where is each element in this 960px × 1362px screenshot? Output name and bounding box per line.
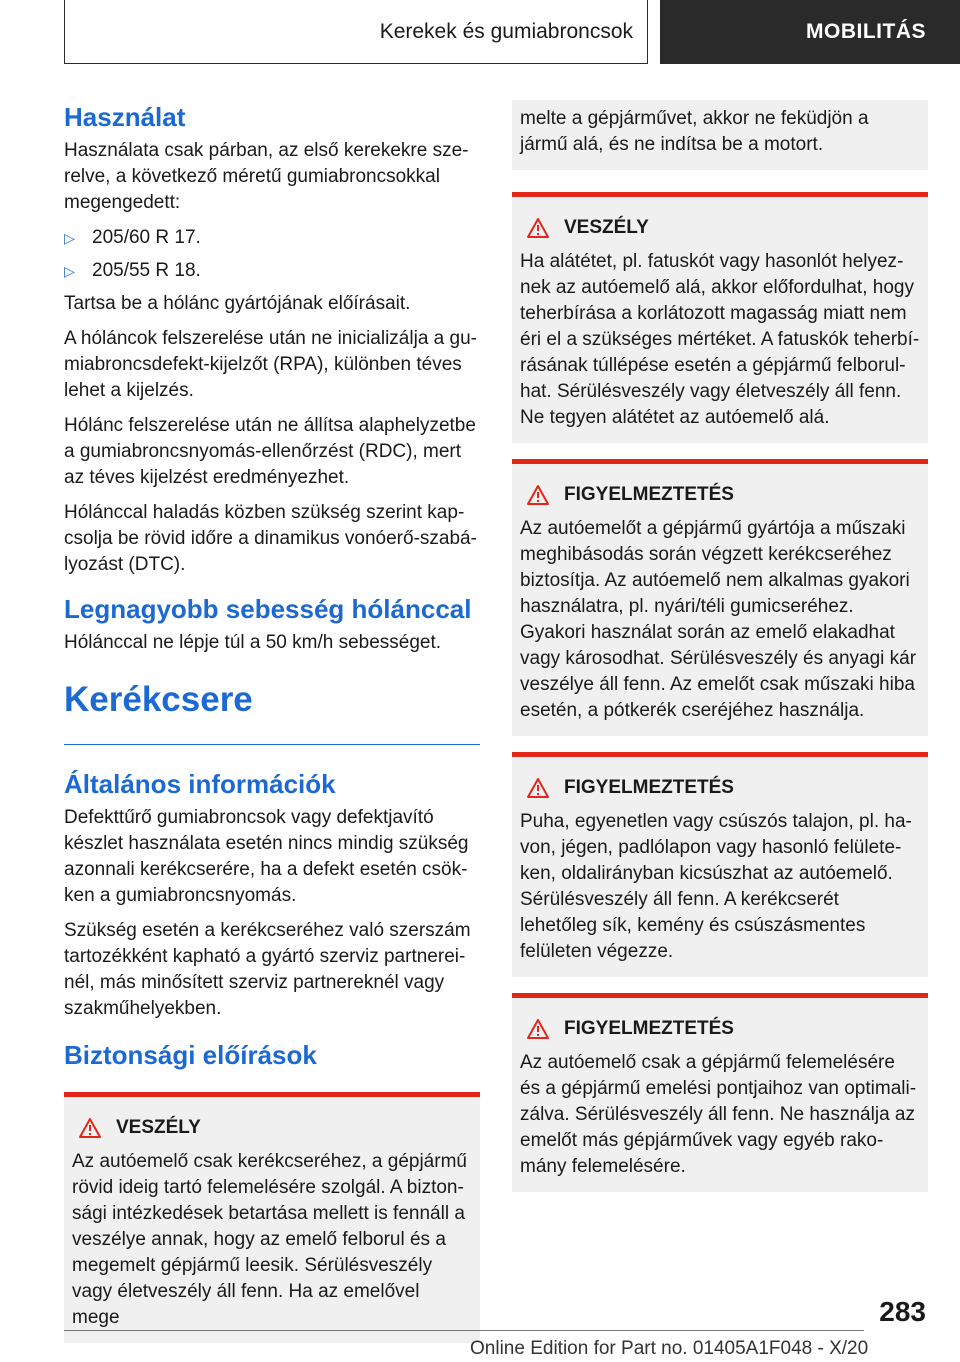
danger-text-continued: melte a gépjárművet, akkor ne feküdjön a jármű alá, és ne indítsa be a motort.: [520, 108, 869, 155]
footer-rule: [64, 1330, 864, 1331]
caution-title: FIGYELMEZTETÉS: [564, 484, 734, 505]
heading-general-info: Általános információk: [64, 769, 336, 799]
caution-box: [512, 459, 928, 736]
danger-title: VESZÉLY: [564, 217, 649, 238]
warning-triangle-icon: [526, 777, 550, 799]
danger-box: [512, 192, 928, 443]
size-list: [64, 225, 480, 284]
list-item: ▷ 205/60 R 17.: [64, 225, 480, 251]
right-column: [512, 100, 928, 1208]
warning-triangle-icon: [78, 1117, 102, 1139]
list-item: ▷ 205/55 R 18.: [64, 258, 480, 284]
header-section: [64, 0, 648, 64]
paragraph: Hólánc felszerelése után ne állítsa alaphelyzetbe a gumiabroncsnyomás-ellenőrzést (RDC), mert az téves kijelzést eredményezhet.: [64, 415, 476, 488]
paragraph: Tartsa be a hólánc gyártójának előírásait.: [64, 293, 411, 314]
page-number: 283: [879, 1296, 926, 1327]
caution-text: Puha, egyenetlen vagy csúszós talajon, pl. havon, jégen, padlólapon vagy hasonló felületeken, oldalirányban kicsúszhat az autóemelő. Sérülésveszély áll fenn. A kerékcserét lehetőleg sík, kemény és csúszásmentes felületen végezze.: [520, 811, 912, 962]
header-chapter: [660, 0, 960, 64]
caution-title: FIGYELMEZTETÉS: [564, 777, 734, 798]
paragraph: Defekttűrő gumiabroncsok vagy defektjavító készlet használata esetén nincs mindig szükség azonnali kerékcserére, ha a defekt esetén csökken a gumiabroncsnyomás.: [64, 807, 469, 906]
paragraph: A hóláncok felszerelése után ne inicializálja a gumiabroncsdefekt-kijelzőt (RPA), különben téves lehet a kijelzés.: [64, 328, 477, 401]
danger-text: Az autóemelő csak kerékcseréhez, a gépjármű rövid ideig tartó felemelésére szolgál. A biztonsági intézkedések betartása mellett is fennáll a veszélye annak, hogy az emelő felborul és a megemelt gépjármű leesik. Sérülésveszély vagy életveszély áll fenn. Ha az emelővel mege: [72, 1151, 467, 1328]
paragraph: Használata csak párban, az első kerekekre szerelve, a következő méretű gumiabroncsokkal megengedett:: [64, 140, 469, 213]
triangle-bullet-icon: ▷: [64, 230, 75, 246]
paragraph: Hólánccal haladás közben szükség szerint kapcsolja be rövid időre a dinamikus vonóerő-szabályozást (DTC).: [64, 502, 477, 575]
danger-box-continued: [512, 100, 928, 170]
warning-triangle-icon: [526, 484, 550, 506]
heading-safety: Biztonsági előírások: [64, 1040, 317, 1070]
warning-triangle-icon: [526, 217, 550, 239]
left-column: [64, 100, 480, 1359]
paragraph: Hólánccal ne lépje túl a 50 km/h sebességet.: [64, 632, 442, 653]
heading-rule: [64, 744, 480, 745]
heading-max-speed: Legnagyobb sebesség hólánccal: [64, 594, 472, 624]
triangle-bullet-icon: ▷: [64, 263, 75, 279]
caution-box: [512, 993, 928, 1192]
paragraph: Szükség esetén a kerékcseréhez való szerszám tartozékként kapható a gyártó szerviz partnereinél, más minősített szerviz partnereknél vagy szakműhelyekben.: [64, 920, 471, 1019]
warning-triangle-icon: [526, 1018, 550, 1040]
heading-wheel-change: Kerékcsere: [64, 680, 253, 719]
heading-usage: Használat: [64, 102, 186, 132]
header-section-title: Kerekek és gumiabroncsok: [379, 19, 633, 43]
header-chapter-title: MOBILITÁS: [806, 20, 926, 43]
danger-text: Ha alátétet, pl. fatuskót vagy hasonlót helyeznek az autóemelő alá, akkor előfordulhat, hogy teherbírása a korlátozott magasság miatt nem éri el a szükséges mértéket. A fatuskók teherbírásának túllépése esetén a gépjármű felborulhat. Sérülésveszély vagy életveszély áll fenn. Ne tegyen alátétet az autóemelő alá.: [520, 251, 920, 428]
danger-title: VESZÉLY: [116, 1117, 201, 1138]
danger-box: [64, 1092, 480, 1343]
caution-text: Az autóemelő csak a gépjármű felemelésére és a gépjármű emelési pontjaihoz van optimalizálva. Sérülésveszély áll fenn. Ne használja az emelőt más gépjárművek vagy egyéb rakomány felemelésére.: [520, 1052, 917, 1177]
caution-text: Az autóemelőt a gépjármű gyártója a műszaki meghibásodás során végzett kerékcseréhez biztosítja. Az autóemelő nem alkalmas gyakori használatra, pl. nyári/téli gumicseréhez. Gyakori használat során az emelő elakadhat vagy károsodhat. Sérülésveszély és anyagi kár veszélye áll fenn. Az emelőt csak műszaki hiba esetén, a pótkerék cseréjéhez használja.: [520, 518, 917, 721]
footer-edition: Online Edition for Part no. 01405A1F048 - X/20: [470, 1338, 869, 1359]
caution-box: [512, 752, 928, 977]
caution-title: FIGYELMEZTETÉS: [564, 1018, 734, 1039]
